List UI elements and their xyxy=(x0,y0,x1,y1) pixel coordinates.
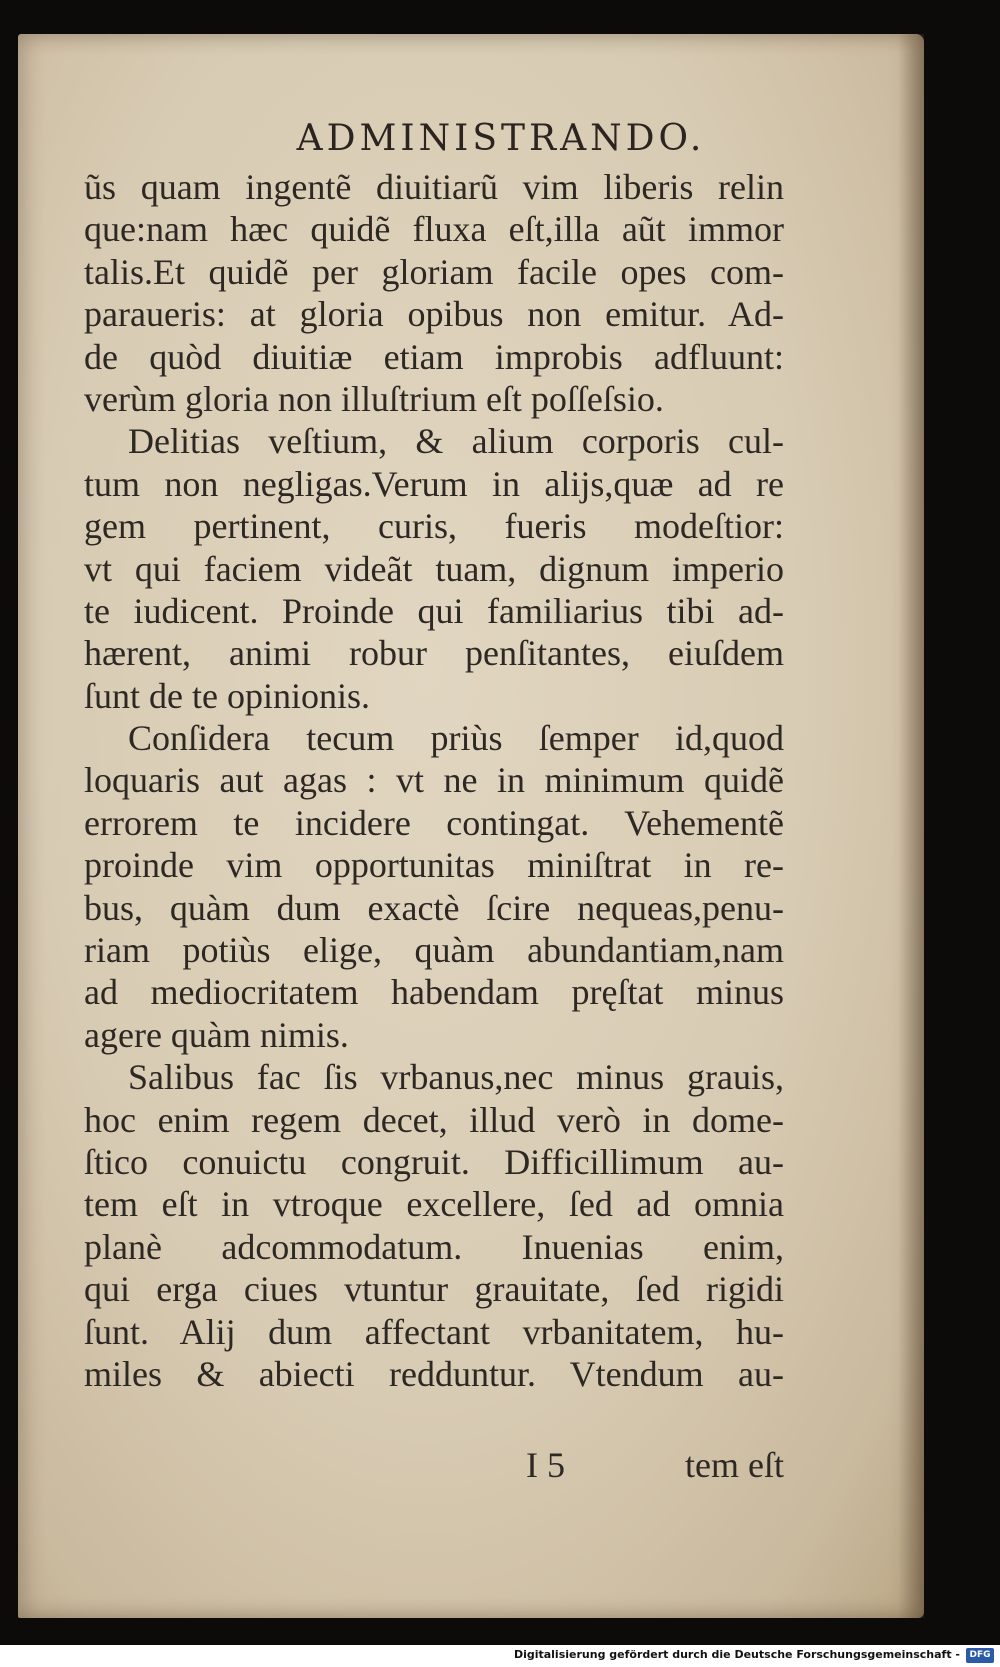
book-page xyxy=(18,34,924,1618)
text-line: paraueris: at gloria opibus non emitur. Ad- xyxy=(84,294,784,335)
text-line-paragraph-start: Salibus fac ſis vrbanus,nec minus grauis, xyxy=(128,1057,784,1098)
text-line: loquaris aut agas : vt ne in minimum quidẽ xyxy=(84,760,784,801)
text-line: ſunt de te opinionis. xyxy=(84,675,370,716)
text-line: proinde vim opportunitas miniſtrat in re- xyxy=(84,845,784,886)
text-line: de quòd diuitiæ etiam improbis adfluunt: xyxy=(84,336,784,377)
text-line: agere quàm nimis. xyxy=(84,1014,349,1055)
page-edge-shadow xyxy=(898,34,924,1618)
credit-bar xyxy=(0,1645,1000,1667)
body-text xyxy=(84,166,784,1395)
text-line: ſunt. Alij dum affectant vrbanitatem, hu- xyxy=(84,1311,784,1352)
text-line-paragraph-start: Delitias veſtium, & alium corporis cul- xyxy=(128,421,784,462)
signature-mark: I 5 xyxy=(526,1445,565,1485)
dfg-logo: DFG xyxy=(966,1648,994,1663)
text-line: ũs quam ingentẽ diuitiarũ vim liberis relin xyxy=(84,167,784,207)
text-line: errorem te incidere contingat. Vehementẽ xyxy=(84,802,784,843)
catchword: tem eſt xyxy=(685,1445,784,1485)
text-line: planè adcommodatum. Inuenias enim, xyxy=(84,1226,784,1267)
text-line: tem eſt in vtroque excellere, ſed ad omnia xyxy=(84,1184,784,1225)
funding-credit: Digitalisierung gefördert durch die Deutsche Forschungsgemeinschaft - xyxy=(513,1648,960,1661)
text-line: hoc enim regem decet, illud verò in dome- xyxy=(84,1099,784,1140)
text-line: vt qui faciem videãt tuam, dignum imperio xyxy=(84,548,784,589)
text-line: bus, quàm dum exactè ſcire nequeas,penu- xyxy=(84,887,784,928)
text-line: tum non negligas.Verum in alijs,quæ ad re xyxy=(84,463,784,504)
text-line: hærent, animi robur penſitantes, eiuſdem xyxy=(84,633,784,674)
running-head: ADMINISTRANDO. xyxy=(296,118,706,159)
text-line: ad mediocritatem habendam pręſtat minus xyxy=(84,972,784,1013)
text-line: que:nam hæc quidẽ fluxa eſt,illa aũt immor xyxy=(84,209,784,250)
text-line: gem pertinent, curis, fueris modeſtior: xyxy=(84,506,784,547)
text-line: te iudicent. Proinde qui familiarius tibi ad- xyxy=(84,590,784,631)
text-line: qui erga ciues vtuntur grauitate, ſed rigidi xyxy=(84,1269,784,1310)
text-line: verùm gloria non illuſtrium eſt poſſeſsio. xyxy=(84,378,664,419)
text-line: riam potiùs elige, quàm abundantiam,nam xyxy=(84,930,784,971)
text-line-paragraph-start: Conſidera tecum priùs ſemper id,quod xyxy=(128,718,784,759)
page-footer xyxy=(84,1444,784,1488)
text-line: ſtico conuictu congruit. Difficillimum au- xyxy=(84,1141,784,1182)
text-line: talis.Et quidẽ per gloriam facile opes com- xyxy=(84,251,784,292)
text-line: miles & abiecti redduntur. Vtendum au- xyxy=(84,1353,784,1394)
